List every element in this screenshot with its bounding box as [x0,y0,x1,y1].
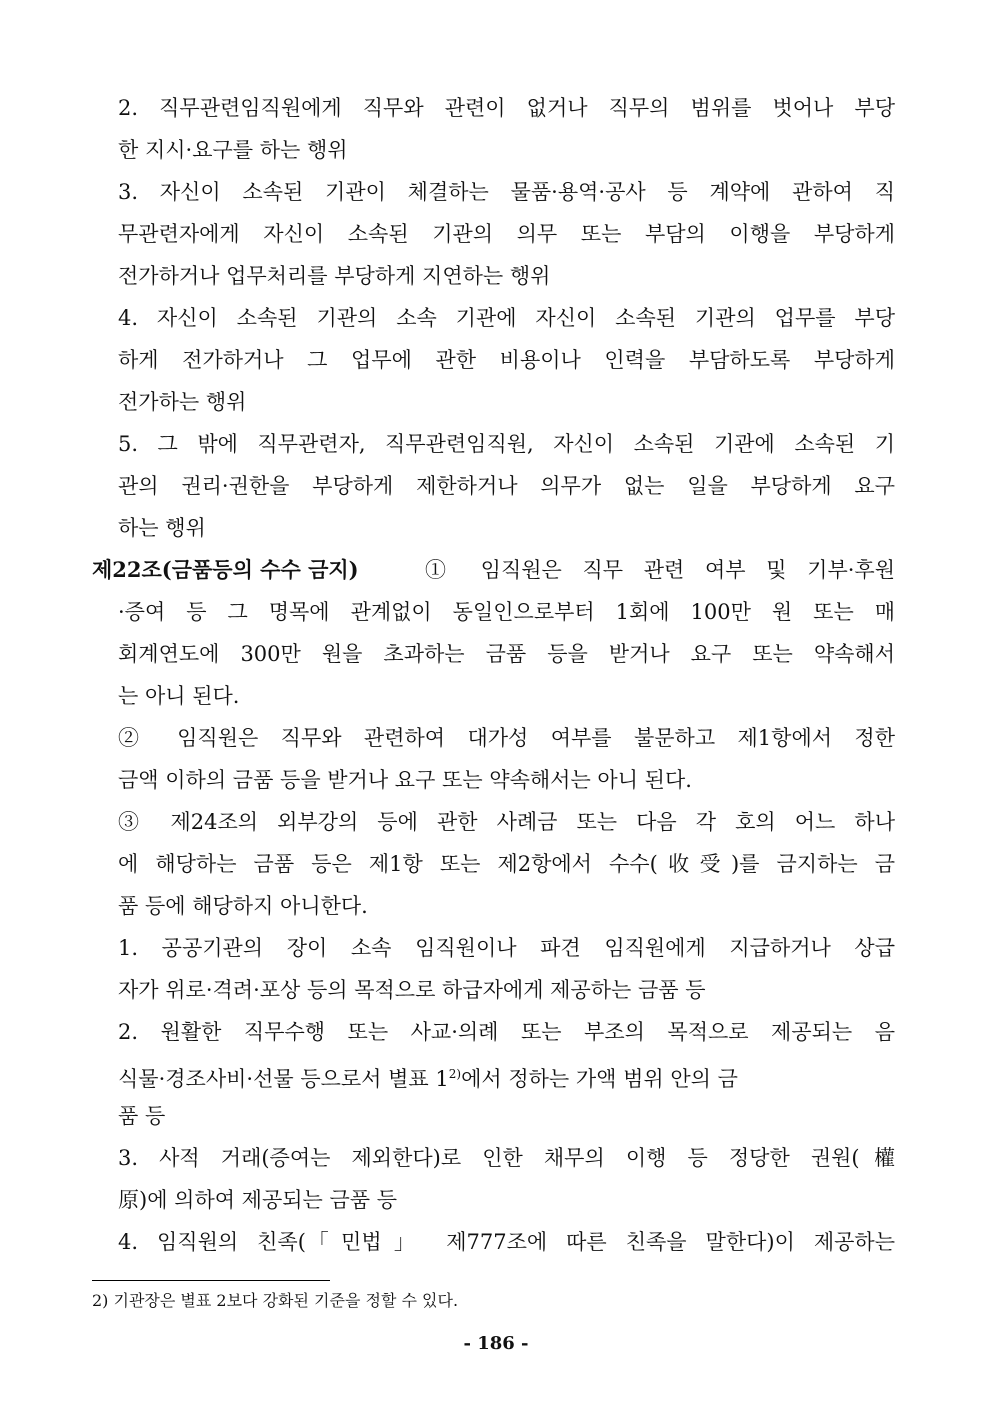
article-heading: 제22조(금품등의 수수 금지) [92,557,359,582]
text-line: ③ 제24조의 외부강의 등에 관한 사례금 또는 다음 각 호의 어느 하나 [118,810,895,834]
text-line: 4. 임직원의 친족(「민법」 제777조에 따른 친족을 말한다)이 제공하는 [118,1230,895,1254]
text-line: 原)에 의하여 제공되는 금품 등 [118,1188,398,1212]
text-line: ① 임직원은 직무 관련 여부 및 기부·후원 [425,558,895,582]
footnote: 2) 기관장은 별표 2보다 강화된 기준을 정할 수 있다. [92,1291,459,1310]
text-fragment: 에서 정하는 가액 범위 안의 금 [461,1067,738,1091]
text-line: 전가하거나 업무처리를 부당하게 지연하는 행위 [118,264,551,288]
page-number: - 186 - [463,1333,529,1354]
text-line: 금액 이하의 금품 등을 받거나 요구 또는 약속해서는 아니 된다. [118,768,692,792]
text-line: 무관련자에게 자신이 소속된 기관의 의무 또는 부담의 이행을 부당하게 [118,222,895,246]
text-line: ·증여 등 그 명목에 관계없이 동일인으로부터 1회에 100만 원 또는 매 [118,600,895,624]
text-line: ② 임직원은 직무와 관련하여 대가성 여부를 불문하고 제1항에서 정한 [118,726,895,750]
text-line: 3. 사적 거래(증여는 제외한다)로 인한 채무의 이행 등 정당한 권원(權 [118,1146,895,1170]
text-fragment: 식물·경조사비·선물 등으로서 별표 1 [118,1067,449,1091]
footnote-ref: 2) [448,1067,462,1081]
text-line: 관의 권리·권한을 부당하게 제한하거나 의무가 없는 일을 부당하게 요구 [118,474,895,498]
text-line: 는 아니 된다. [118,684,240,708]
text-line: 한 지시·요구를 하는 행위 [118,138,348,162]
text-line: 5. 그 밖에 직무관련자, 직무관련임직원, 자신이 소속된 기관에 소속된 기 [118,432,895,456]
text-line: 4. 자신이 소속된 기관의 소속 기관에 자신이 소속된 기관의 업무를 부당 [118,306,895,330]
text-line: 에 해당하는 금품 등은 제1항 또는 제2항에서 수수(收受)를 금지하는 금 [118,852,895,876]
text-line: 하게 전가하거나 그 업무에 관한 비용이나 인력을 부담하도록 부당하게 [118,348,895,372]
text-line: 3. 자신이 소속된 기관이 체결하는 물품·용역·공사 등 계약에 관하여 직 [118,180,895,204]
text-line-with-footnote [118,1059,738,1094]
text-line: 품 등 [118,1104,166,1128]
text-line: 2. 직무관련임직원에게 직무와 관련이 없거나 직무의 범위를 벗어나 부당 [118,96,895,120]
text-line: 품 등에 해당하지 아니한다. [118,894,368,918]
text-line: 전가하는 행위 [118,390,247,414]
footnote-divider [92,1280,330,1281]
text-line: 회계연도에 300만 원을 초과하는 금품 등을 받거나 요구 또는 약속해서 [118,642,895,666]
text-line: 1. 공공기관의 장이 소속 임직원이나 파견 임직원에게 지급하거나 상급 [118,936,895,960]
text-line: 하는 행위 [118,516,206,540]
text-line: 2. 원활한 직무수행 또는 사교·의례 또는 부조의 목적으로 제공되는 음 [118,1020,895,1044]
text-line: 자가 위로·격려·포상 등의 목적으로 하급자에게 제공하는 금품 등 [118,978,706,1002]
